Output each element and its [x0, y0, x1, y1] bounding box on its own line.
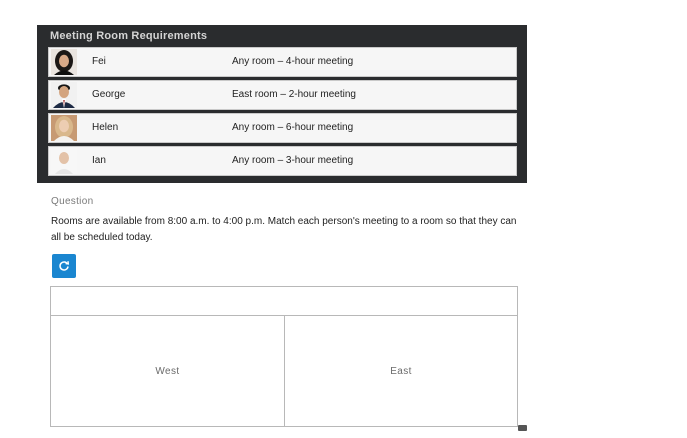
resize-handle[interactable] [518, 425, 527, 431]
helen-avatar [51, 115, 77, 141]
person-name: George [92, 89, 126, 100]
person-row-helen[interactable] [48, 113, 517, 143]
person-row-fei[interactable] [48, 47, 517, 77]
person-requirement: Any room – 3-hour meeting [232, 155, 354, 166]
answer-pool[interactable] [51, 287, 517, 316]
person-requirement: Any room – 4-hour meeting [232, 56, 354, 67]
person-name: Fei [92, 56, 106, 67]
east-drop-zone[interactable] [285, 316, 517, 426]
ian-avatar [51, 148, 77, 174]
drag-drop-area [50, 286, 518, 427]
fei-avatar [51, 49, 77, 75]
refresh-icon [58, 260, 70, 272]
question-label: Question [51, 196, 94, 207]
west-zone-label: West [155, 366, 180, 377]
person-name: Ian [92, 155, 106, 166]
panel-title: Meeting Room Requirements [50, 30, 208, 42]
reset-button[interactable] [52, 254, 76, 278]
requirements-panel [37, 25, 527, 183]
person-name: Helen [92, 122, 119, 133]
person-requirement: East room – 2-hour meeting [232, 89, 356, 100]
east-zone-label: East [390, 366, 412, 377]
person-row-george[interactable] [48, 80, 517, 110]
west-drop-zone[interactable] [51, 316, 285, 426]
person-requirement: Any room – 6-hour meeting [232, 122, 354, 133]
question-text: Rooms are available from 8:00 a.m. to 4:00 p.m. Match each person's meeting to a room so that they can all be scheduled today. [51, 216, 517, 243]
george-avatar [51, 82, 77, 108]
person-row-ian[interactable] [48, 146, 517, 176]
